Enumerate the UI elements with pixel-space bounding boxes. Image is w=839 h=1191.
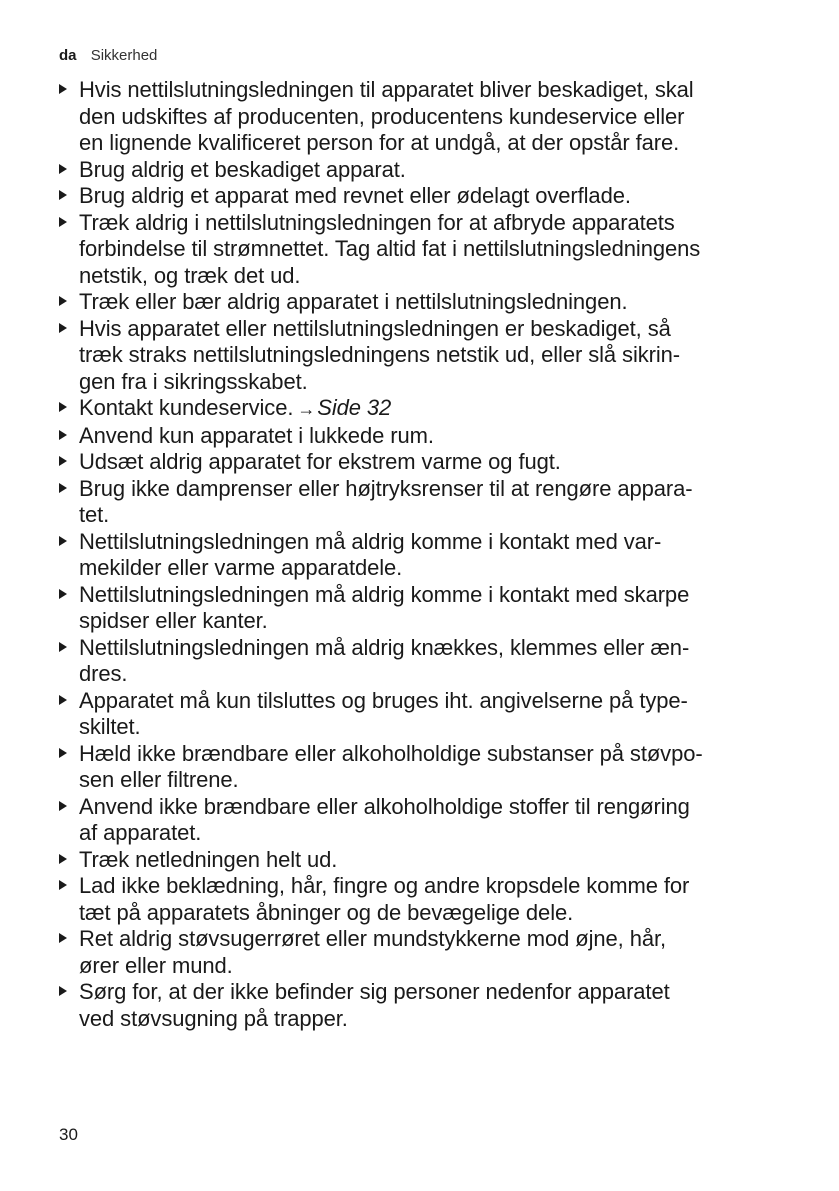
item-line: tæt på apparatets åbninger og de bevægelige dele. <box>79 899 574 925</box>
bullet-marker-icon <box>59 986 67 996</box>
bullet-marker-icon <box>59 483 67 493</box>
item-line: Brug ikke damprenser eller højtryksrenser til at rengøre appara- <box>79 475 693 501</box>
item-line: Træk netledningen helt ud. <box>79 846 338 872</box>
language-code: da <box>59 47 77 64</box>
list-item <box>59 979 789 1032</box>
item-line: gen fra i sikringsskabet. <box>79 368 308 394</box>
page-number: 30 <box>59 1125 78 1144</box>
bullet-marker-icon <box>59 748 67 758</box>
bullet-marker-icon <box>59 84 67 94</box>
bullet-marker-icon <box>59 695 67 705</box>
section-title: Sikkerhed <box>90 47 158 64</box>
item-line: træk straks nettilslutningsledningens netstik ud, eller slå sikrin- <box>79 342 681 367</box>
item-line: Hvis apparatet eller nettilslutningsledningen er beskadiget, så <box>79 315 671 341</box>
item-line: af apparatet. <box>79 820 202 845</box>
bullet-marker-icon <box>59 642 67 652</box>
page-reference-link[interactable]: Side 32 <box>317 395 392 420</box>
item-line: Træk aldrig i nettilslutningsledningen for at afbryde apparatets <box>79 209 675 235</box>
safety-instructions-list <box>59 77 789 1032</box>
arrow-right-icon: → <box>297 399 316 419</box>
item-line: dres. <box>79 661 128 686</box>
list-item <box>59 395 789 423</box>
bullet-marker-icon <box>59 296 67 306</box>
bullet-marker-icon <box>59 801 67 811</box>
list-item <box>59 210 789 290</box>
list-item <box>59 449 789 476</box>
bullet-marker-icon <box>59 933 67 943</box>
item-line: Anvend kun apparatet i lukkede rum. <box>79 422 434 448</box>
list-item <box>59 741 789 794</box>
item-line: mekilder eller varme apparatdele. <box>79 555 403 580</box>
list-item <box>59 423 789 450</box>
bullet-marker-icon <box>59 323 67 333</box>
item-line: ører eller mund. <box>79 952 233 978</box>
item-line: Brug aldrig et beskadiget apparat. <box>79 156 406 182</box>
item-line: Apparatet må kun tilsluttes og bruges iht. angivelserne på type- <box>79 687 688 713</box>
item-line: ved støvsugning på trapper. <box>79 1005 348 1031</box>
list-item <box>59 926 789 979</box>
item-line: Anvend ikke brændbare eller alkoholholdige stoffer til rengøring <box>79 793 690 819</box>
item-line: spidser eller kanter. <box>79 608 268 633</box>
item-text: Kontakt kundeservice. <box>79 395 294 420</box>
list-item <box>59 873 789 926</box>
item-line: den udskiftes af producenten, producentens kundeservice eller <box>79 103 685 129</box>
item-line: netstik, og træk det ud. <box>79 262 301 288</box>
item-line: Hvis nettilslutningsledningen til apparatet bliver beskadiget, skal <box>79 77 694 102</box>
bullet-marker-icon <box>59 217 67 227</box>
item-line: Brug aldrig et apparat med revnet eller ødelagt overflade. <box>79 183 631 208</box>
list-item <box>59 635 789 688</box>
item-line: Nettilslutningsledningen må aldrig komme i kontakt med var- <box>79 528 662 554</box>
list-item <box>59 183 789 210</box>
item-line: sen eller filtrene. <box>79 767 239 792</box>
item-line: forbindelse til strømnettet. Tag altid fat i nettilslutningsledningens <box>79 236 701 261</box>
bullet-marker-icon <box>59 854 67 864</box>
list-item <box>59 77 789 157</box>
item-line: Ret aldrig støvsugerrøret eller mundstykkerne mod øjne, hår, <box>79 926 667 951</box>
bullet-marker-icon <box>59 456 67 466</box>
item-line: skiltet. <box>79 714 141 739</box>
item-line: en lignende kvalificeret person for at undgå, at der opstår fare. <box>79 130 680 155</box>
bullet-marker-icon <box>59 536 67 546</box>
item-line: Lad ikke beklædning, hår, fingre og andre kropsdele komme for <box>79 873 690 898</box>
item-line: Nettilslutningsledningen må aldrig komme i kontakt med skarpe <box>79 581 690 607</box>
list-item <box>59 847 789 874</box>
bullet-marker-icon <box>59 430 67 440</box>
list-item <box>59 316 789 396</box>
list-item <box>59 688 789 741</box>
item-line: Udsæt aldrig apparatet for ekstrem varme og fugt. <box>79 449 561 474</box>
list-item <box>59 529 789 582</box>
item-line: Træk eller bær aldrig apparatet i nettilslutningsledningen. <box>79 289 628 314</box>
item-line: Sørg for, at der ikke befinder sig personer nedenfor apparatet <box>79 979 670 1004</box>
bullet-marker-icon <box>59 589 67 599</box>
item-line: Nettilslutningsledningen må aldrig knækkes, klemmes eller æn- <box>79 634 690 660</box>
item-line: Hæld ikke brændbare eller alkoholholdige substanser på støvpo- <box>79 740 703 766</box>
list-item <box>59 582 789 635</box>
list-item <box>59 476 789 529</box>
bullet-marker-icon <box>59 402 67 412</box>
page-header <box>59 46 157 66</box>
bullet-marker-icon <box>59 164 67 174</box>
list-item <box>59 289 789 316</box>
list-item <box>59 794 789 847</box>
list-item <box>59 157 789 184</box>
bullet-marker-icon <box>59 880 67 890</box>
item-line: tet. <box>79 502 110 527</box>
bullet-marker-icon <box>59 190 67 200</box>
